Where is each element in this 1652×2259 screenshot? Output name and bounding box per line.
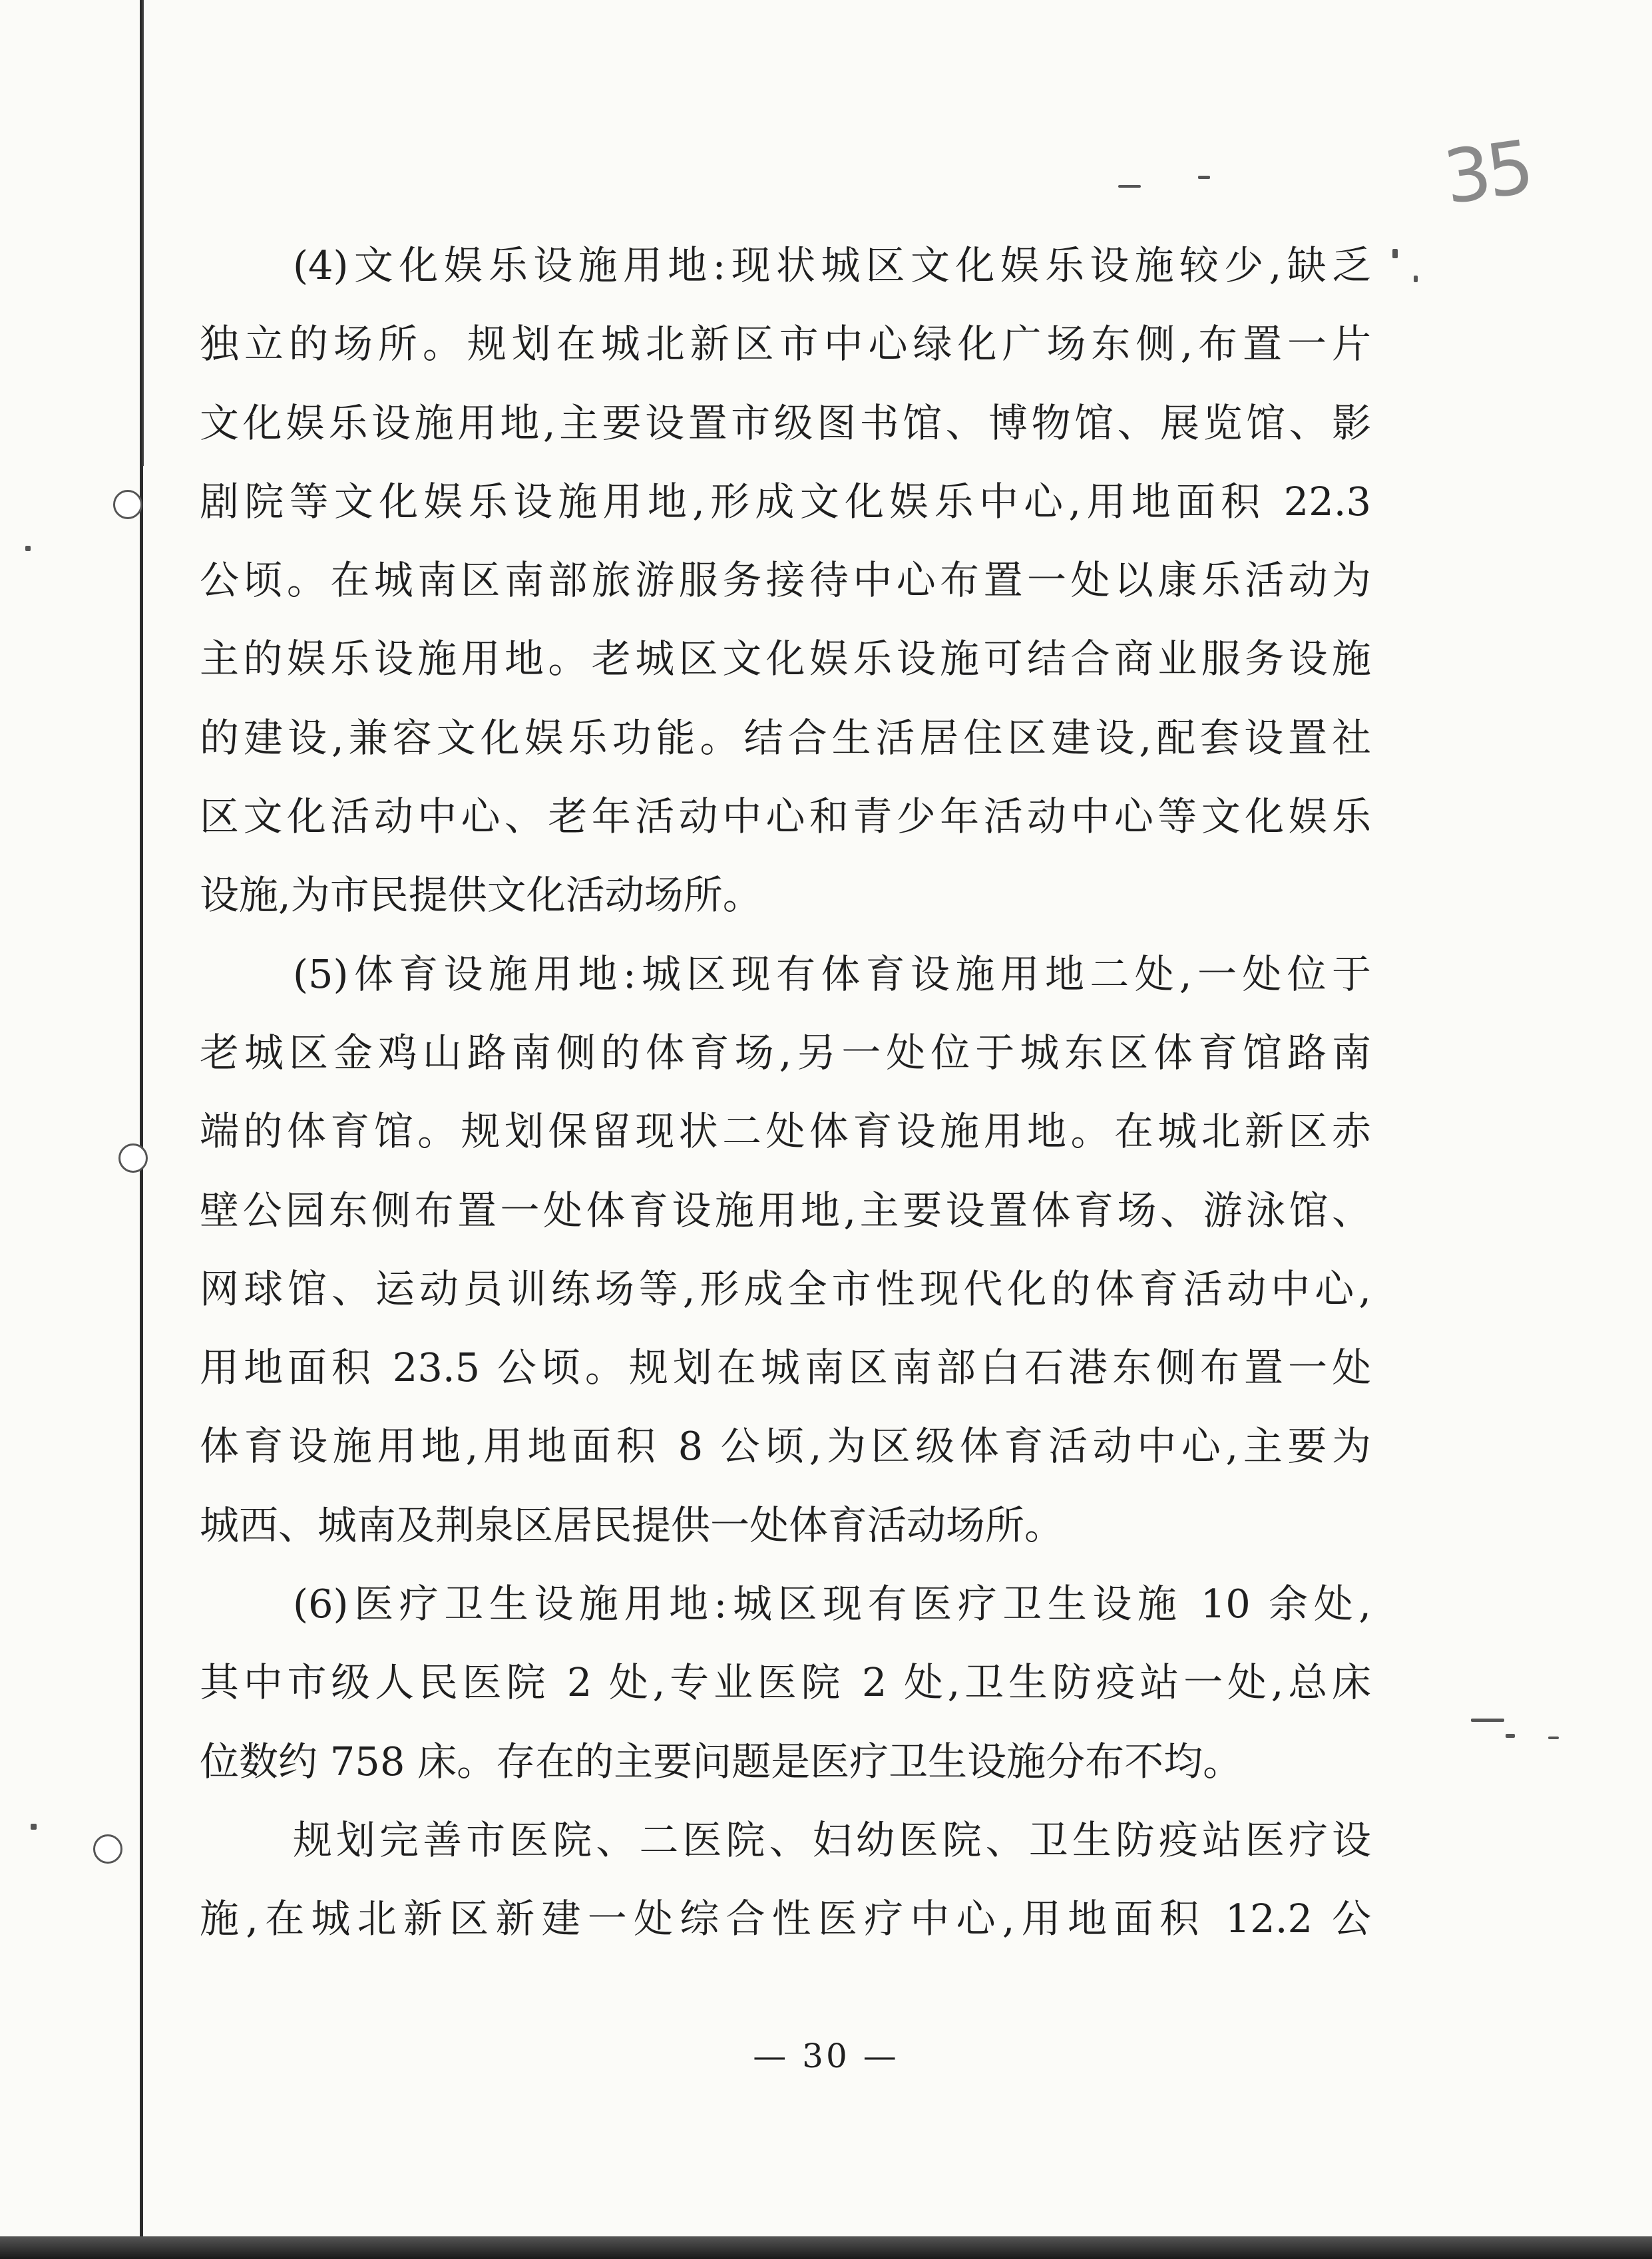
paragraph-sports-facilities xyxy=(200,935,1371,1565)
text-line: 位数约 758 床。存在的主要问题是医疗卫生设施分布不均。 xyxy=(200,1738,1243,1784)
text-line: 公顷。在城南区南部旅游服务接待中心布置一处以康乐活动为 xyxy=(200,557,1371,604)
text-line: 区文化活动中心、老年活动中心和青少年活动中心等文化娱乐 xyxy=(200,793,1371,840)
scan-speck xyxy=(1392,249,1398,258)
text-line: 网球馆、运动员训练场等,形成全市性现代化的体育活动中心, xyxy=(200,1265,1371,1312)
text-line: (5)体育设施用地:城区现有体育设施用地二处,一处位于 xyxy=(293,950,1371,997)
text-line: 的建设,兼容文化娱乐功能。结合生活居住区建设,配套设置社 xyxy=(200,714,1371,761)
paragraph-cultural-facilities xyxy=(200,226,1371,935)
text-line: 其中市级人民医院 2 处,专业医院 2 处,卫生防疫站一处,总床 xyxy=(200,1659,1371,1706)
text-line: 施,在城北新区新建一处综合性医疗中心,用地面积 12.2 公 xyxy=(200,1896,1371,1942)
body-text xyxy=(200,226,1371,1959)
punch-hole-bottom xyxy=(93,1834,122,1864)
binding-line-accent xyxy=(142,0,144,466)
text-line: (6)医疗卫生设施用地:城区现有医疗卫生设施 10 余处, xyxy=(293,1581,1371,1627)
scan-speck xyxy=(31,1824,37,1830)
text-line: 文化娱乐设施用地,主要设置市级图书馆、博物馆、展览馆、影 xyxy=(200,399,1371,446)
scan-speck xyxy=(1414,276,1418,282)
paragraph-medical-planning xyxy=(200,1801,1371,1959)
scan-speck xyxy=(1198,176,1210,179)
scan-speck xyxy=(25,546,31,551)
punch-hole-top xyxy=(113,490,142,519)
handwritten-page-number: 35 xyxy=(1438,124,1536,221)
text-line: 独立的场所。规划在城北新区市中心绿化广场东侧,布置一片 xyxy=(200,321,1371,367)
scan-bottom-edge xyxy=(0,2236,1652,2259)
text-line: 壁公园东侧布置一处体育设施用地,主要设置体育场、游泳馆、 xyxy=(200,1187,1371,1233)
text-line: 老城区金鸡山路南侧的体育场,另一处位于城东区体育馆路南 xyxy=(200,1029,1371,1076)
punch-hole-middle xyxy=(118,1143,148,1173)
text-line: 端的体育馆。规划保留现状二处体育设施用地。在城北新区赤 xyxy=(200,1108,1371,1155)
text-line: 体育设施用地,用地面积 8 公顷,为区级体育活动中心,主要为 xyxy=(200,1423,1371,1470)
scan-speck xyxy=(1471,1719,1504,1722)
paragraph-medical-facilities xyxy=(200,1565,1371,1801)
page-number: — 30 — xyxy=(753,2037,899,2075)
text-line: (4)文化娱乐设施用地:现状城区文化娱乐设施较少,缺乏 xyxy=(293,242,1371,288)
text-line: 用地面积 23.5 公顷。规划在城南区南部白石港东侧布置一处 xyxy=(200,1344,1371,1391)
text-line: 剧院等文化娱乐设施用地,形成文化娱乐中心,用地面积 22.3 xyxy=(200,478,1371,524)
scan-speck xyxy=(1506,1734,1515,1738)
text-line: 规划完善市医院、二医院、妇幼医院、卫生防疫站医疗设 xyxy=(293,1816,1371,1863)
text-line: 城西、城南及荆泉区居民提供一处体育活动场所。 xyxy=(200,1502,1064,1548)
text-line: 设施,为市民提供文化活动场所。 xyxy=(200,872,762,919)
text-line: 主的娱乐设施用地。老城区文化娱乐设施可结合商业服务设施 xyxy=(200,636,1371,682)
scan-speck xyxy=(1548,1737,1559,1739)
scan-speck xyxy=(1118,185,1141,188)
